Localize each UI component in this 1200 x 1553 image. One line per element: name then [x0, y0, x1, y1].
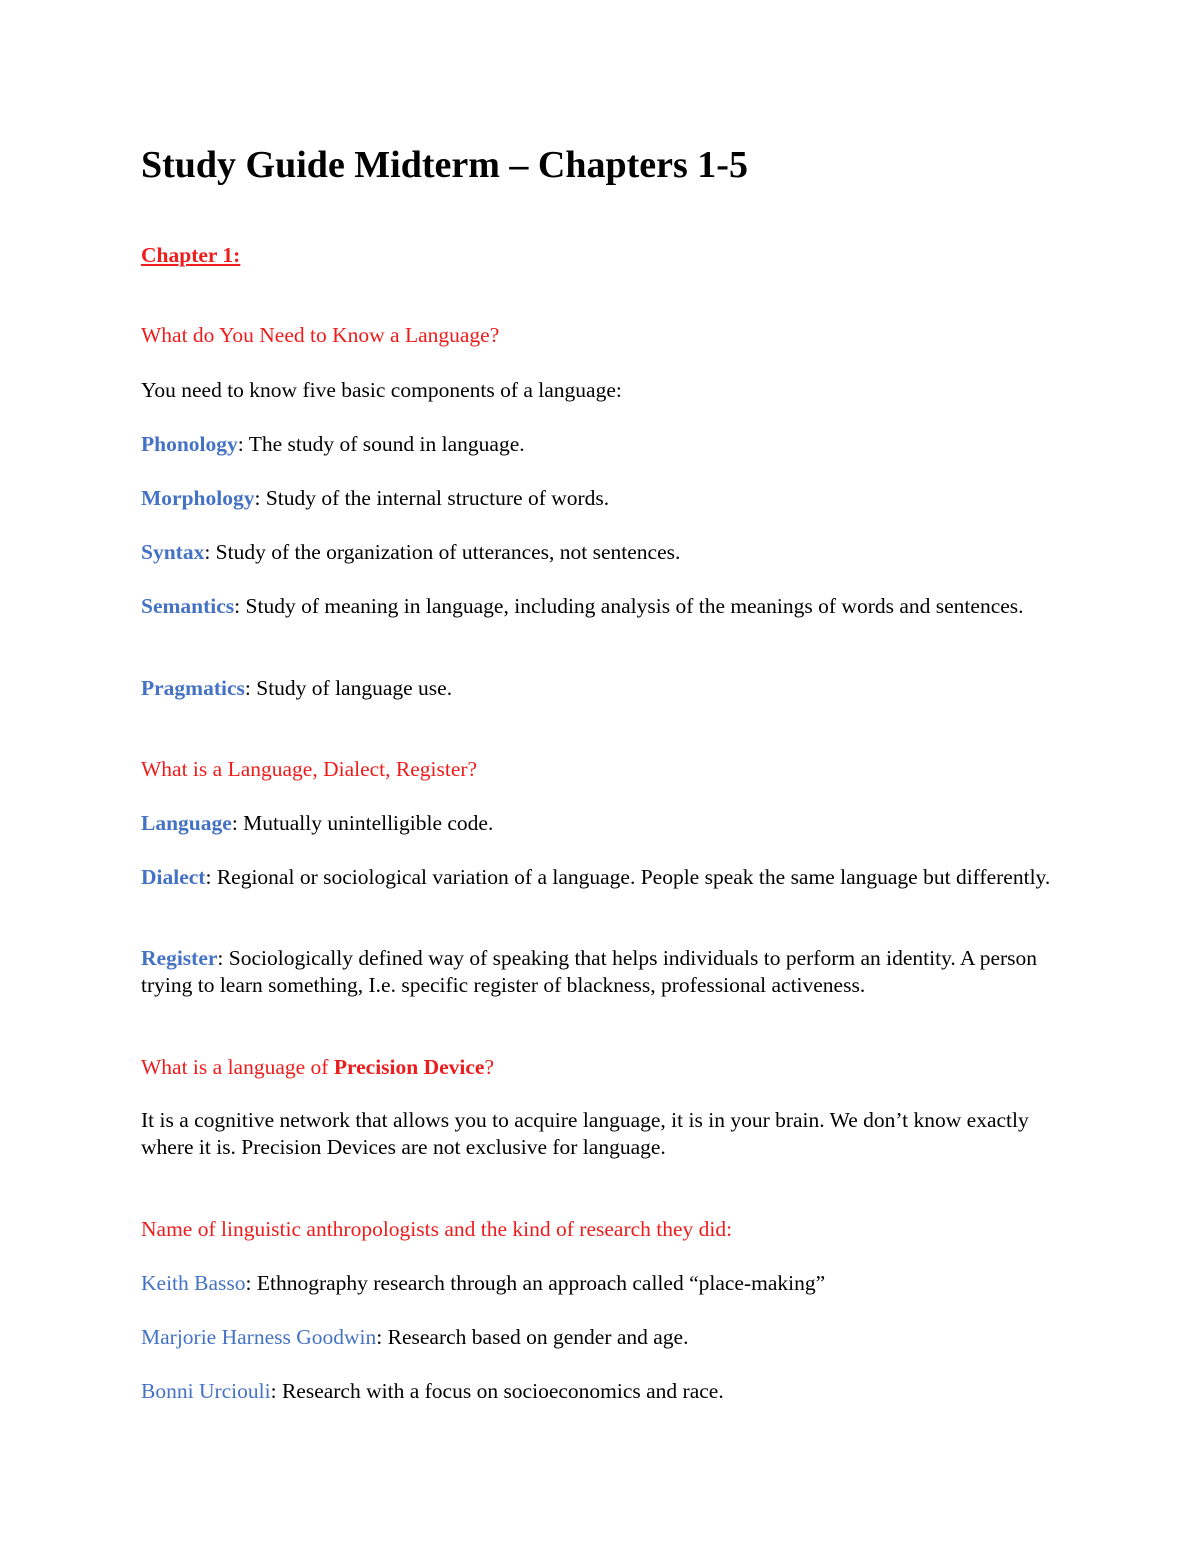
- definition-item: [141, 431, 1071, 458]
- definition-text: : The study of sound in language.: [237, 432, 525, 456]
- question-heading-3: [141, 1054, 1071, 1081]
- definition-text: : Sociologically defined way of speaking that helps individuals to perform an identity. A person trying to learn something, I.e. specific register of blackness, professional activeness.: [141, 946, 1038, 997]
- definition-term: Morphology: [141, 486, 255, 510]
- definition-item: [141, 539, 1071, 566]
- anthropologist-item: [141, 1324, 1071, 1351]
- anthropologist-research: : Ethnography research through an approach called “place-making”: [245, 1271, 826, 1295]
- precision-answer: It is a cognitive network that allows you to acquire language, it is in your brain. We don’t know exactly where it is. Precision Devices are not exclusive for language.: [141, 1108, 1029, 1159]
- definition-term: Phonology: [141, 432, 238, 456]
- definition-text: : Regional or sociological variation of a language. People speak the same language but differently.: [205, 865, 1051, 889]
- question-prefix: What is a language of: [141, 1055, 334, 1079]
- definition-item: [141, 945, 1071, 999]
- definition-text: : Study of language use.: [244, 676, 453, 700]
- definition-item: [141, 810, 1071, 837]
- definition-term: Register: [141, 946, 218, 970]
- question-bold-term: Precision Device: [333, 1055, 485, 1079]
- definition-text: : Mutually unintelligible code.: [231, 811, 494, 835]
- definition-text: : Study of meaning in language, including analysis of the meanings of words and sentences.: [234, 594, 1024, 618]
- definition-item: [141, 675, 1071, 702]
- definition-item: [141, 864, 1071, 891]
- chapter-heading: Chapter 1:: [141, 243, 241, 267]
- question-heading-4: Name of linguistic anthropologists and the kind of research they did:: [141, 1217, 733, 1241]
- definition-term: Syntax: [141, 540, 205, 564]
- anthropologist-name: Bonni Urciouli: [141, 1379, 271, 1403]
- question-heading-2: What is a Language, Dialect, Register?: [141, 757, 478, 781]
- anthropologist-item: [141, 1378, 1071, 1405]
- definition-term: Pragmatics: [141, 676, 245, 700]
- intro-text: You need to know five basic components of a language:: [141, 378, 622, 402]
- definition-text: : Study of the organization of utterances, not sentences.: [204, 540, 681, 564]
- page-title: Study Guide Midterm – Chapters 1-5: [141, 144, 748, 186]
- definition-term: Language: [141, 811, 232, 835]
- anthropologist-research: : Research based on gender and age.: [376, 1325, 689, 1349]
- question-suffix: ?: [484, 1055, 495, 1079]
- anthropologist-name: Keith Basso: [141, 1271, 246, 1295]
- definition-item: [141, 593, 1071, 620]
- definition-item: [141, 485, 1071, 512]
- definition-term: Semantics: [141, 594, 235, 618]
- anthropologist-name: Marjorie Harness Goodwin: [141, 1325, 377, 1349]
- anthropologist-item: [141, 1270, 1071, 1297]
- definition-text: : Study of the internal structure of words.: [254, 486, 610, 510]
- definition-term: Dialect: [141, 865, 206, 889]
- anthropologist-research: : Research with a focus on socioeconomics and race.: [270, 1379, 724, 1403]
- question-heading-1: What do You Need to Know a Language?: [141, 323, 500, 347]
